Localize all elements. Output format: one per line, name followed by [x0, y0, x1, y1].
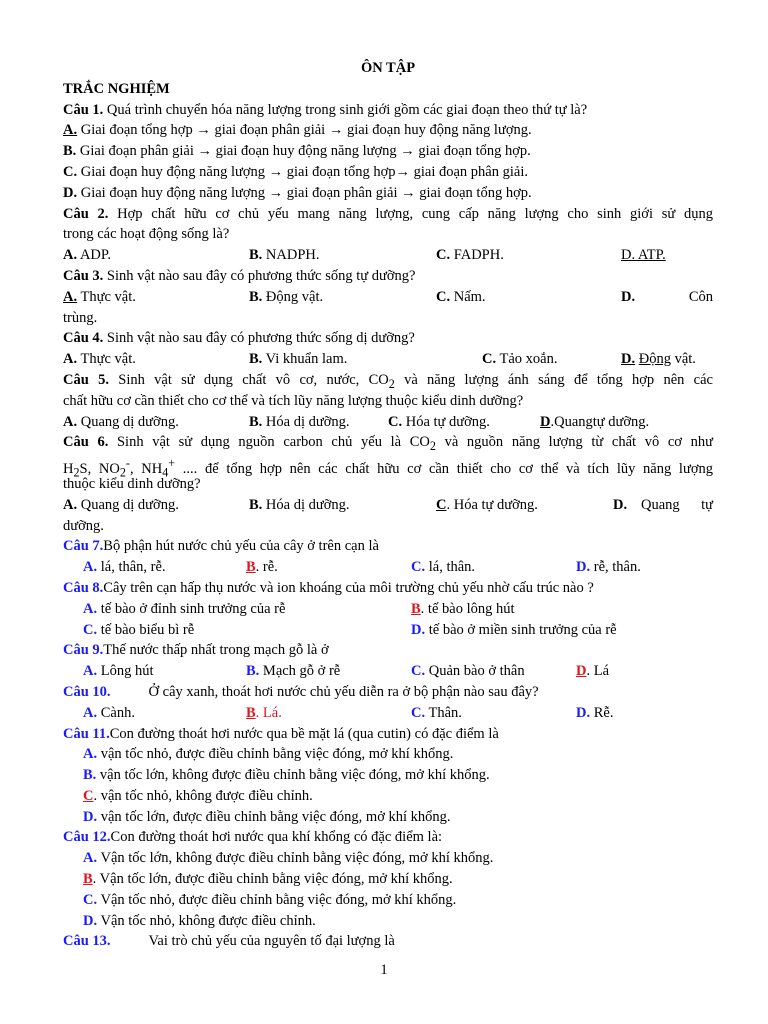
- option-key: B.: [249, 496, 263, 513]
- q11-option-b: [63, 765, 713, 786]
- question-6-cont2: thuộc kiểu dinh dưỡng?: [63, 475, 201, 492]
- option-text: Quản bào ở thân: [428, 663, 525, 680]
- option-key: D.: [63, 184, 78, 201]
- question-label: Câu 9.: [63, 642, 104, 659]
- option-d-answer: D. ATP.: [621, 247, 666, 264]
- q12-option-c: [63, 890, 713, 911]
- option-key: B.: [63, 143, 77, 160]
- q1-option-d: [63, 183, 713, 204]
- q4-options: [63, 349, 713, 370]
- option-key: C.: [388, 413, 403, 430]
- option-key: D.: [576, 559, 591, 576]
- question-6: [63, 432, 713, 453]
- question-7: [63, 536, 713, 557]
- option-key: A.: [83, 663, 98, 680]
- option-text: vận tốc lớn, được điều chỉnh bằng việc đóng, mở khí khổng.: [100, 808, 451, 825]
- q8-options-cd: [63, 620, 713, 641]
- question-text: Sinh vật sử dụng chất vô cơ, nước, CO: [118, 371, 389, 388]
- q2-options: [63, 245, 713, 266]
- option-key: D.: [621, 351, 636, 368]
- option-key: A.: [63, 496, 78, 513]
- option-key: A.: [83, 746, 98, 763]
- option-key: A.: [63, 351, 78, 368]
- option-text: . rễ.: [255, 559, 278, 576]
- question-label: Câu 1.: [63, 101, 104, 118]
- option-text: . Lá: [586, 663, 610, 680]
- option-text: Cành.: [100, 704, 135, 721]
- option-text: rễ, thân.: [593, 559, 641, 576]
- question-text: và nguồn năng lượng từ chất vô cơ như: [435, 434, 713, 451]
- option-text: vận tốc nhỏ, được điều chỉnh bằng việc đóng, mở khí khổng.: [100, 746, 454, 763]
- question-3: [63, 266, 713, 287]
- option-text: NADPH.: [265, 247, 320, 264]
- option-key: D.: [411, 621, 426, 638]
- q9-options: [63, 661, 713, 682]
- option-key: B: [246, 559, 256, 576]
- option-text: .Quangtự dưỡng.: [550, 413, 650, 430]
- question-text: Bộ phận hút nước chủ yếu của cây ở trên cạn là: [103, 538, 379, 555]
- option-text: Rễ.: [593, 704, 614, 721]
- option-key: C.: [63, 163, 78, 180]
- q6-options: [63, 495, 713, 516]
- question-label: Câu 7.: [63, 538, 104, 555]
- option-key: D: [540, 413, 551, 430]
- option-key: B.: [83, 767, 97, 784]
- question-label: Câu 6.: [63, 434, 109, 451]
- question-text: Sinh vật nào sau đây có phương thức sống tự dưỡng?: [106, 267, 416, 284]
- question-5-cont: chất hữu cơ cần thiết cho cơ thể và tích lũy năng lượng thuộc kiểu dinh dưỡng?: [63, 392, 524, 409]
- question-13: [63, 931, 713, 952]
- q1-option-b: [63, 141, 713, 162]
- option-text: Vận tốc nhỏ, được điều chỉnh bằng việc đóng, mở khí khổng.: [100, 891, 457, 908]
- question-text: Quá trình chuyển hóa năng lượng trong sinh giới gồm các giai đoạn theo thứ tự là?: [106, 101, 588, 118]
- question-label: Câu 12.: [63, 829, 111, 846]
- option-key: C.: [411, 663, 426, 680]
- option-key: C: [436, 496, 447, 513]
- question-5: [63, 370, 713, 391]
- option-key: B: [246, 704, 256, 721]
- option-key: C.: [83, 621, 98, 638]
- option-key: B.: [249, 413, 263, 430]
- q3-option-d-cont: trùng.: [63, 309, 98, 326]
- option-text: Quang dị dưỡng.: [80, 496, 179, 513]
- option-text: Vận tốc nhỏ, không được điều chỉnh.: [100, 912, 316, 929]
- option-key: A.: [83, 850, 98, 867]
- option-key: C.: [83, 891, 98, 908]
- option-text: tế bào ở đỉnh sinh trưởng của rễ: [100, 600, 286, 617]
- subscript: 2: [429, 439, 436, 454]
- question-text: và năng lượng ánh sáng để tổng hợp nên các: [394, 371, 713, 388]
- question-8: [63, 578, 713, 599]
- question-text: Con đường thoát hơi nước qua bề mặt lá (qua cutin) có đặc điểm là: [109, 725, 499, 742]
- subscript: 2: [388, 376, 395, 391]
- document-page: [63, 58, 713, 952]
- option-text: tế bào biểu bì rễ: [100, 621, 195, 638]
- question-text: Sinh vật sử dụng nguồn carbon chủ yếu là CO: [116, 434, 430, 451]
- question-label: Câu 11.: [63, 725, 110, 742]
- option-key: C.: [436, 247, 451, 264]
- option-text: Vi khuẩn lam.: [265, 351, 348, 368]
- question-label: Câu 10.: [63, 683, 111, 700]
- option-text: . Hóa tự dưỡng.: [446, 496, 538, 513]
- option-text: ADP.: [79, 247, 111, 264]
- option-key: B.: [249, 351, 263, 368]
- q11-option-d: [63, 807, 713, 828]
- question-label: Câu 2.: [63, 205, 109, 222]
- option-key: B.: [249, 247, 263, 264]
- option-text: . vận tốc nhỏ, không được điều chỉnh.: [93, 787, 313, 804]
- option-key: C: [83, 787, 94, 804]
- option-text: FADPH.: [453, 247, 504, 264]
- question-text: Sinh vật nào sau đây có phương thức sống dị dưỡng?: [106, 330, 415, 347]
- section-heading: TRẮC NGHIỆM: [63, 80, 170, 97]
- option-key: C.: [482, 351, 497, 368]
- question-text: Vai trò chủ yếu của nguyên tố đại lượng là: [148, 933, 395, 950]
- q12-option-a: [63, 848, 713, 869]
- option-text: Giai đoạn huy động năng lượng → giai đoạn tổng hợp→ giai đoạn phân giải.: [80, 163, 528, 180]
- option-key: D.: [621, 288, 636, 305]
- option-text: Nấm.: [453, 288, 486, 305]
- option-key: C.: [436, 288, 451, 305]
- question-text: Con đường thoát hơi nước qua khí khổng có đặc điểm là:: [110, 829, 443, 846]
- option-text: . tế bào lông hút: [420, 600, 515, 617]
- option-key: C.: [411, 559, 426, 576]
- question-6-cont: $H_2S$, $NO_2^-$, $NH_4^+$ .... để tổng hợp nên các chất hữu cơ cần thiết cho cơ thể và tích lũy năng lượng: [63, 456, 713, 480]
- option-text: . Vận tốc lớn, được điều chỉnh bằng việc đóng, mở khí khổng.: [92, 871, 453, 888]
- q5-options: [63, 412, 713, 433]
- question-text: Cây trên cạn hấp thụ nước và ion khoáng của môi trường chủ yếu nhờ cấu trúc nào ?: [103, 579, 594, 596]
- option-text: Hóa dị dưỡng.: [265, 413, 350, 430]
- option-key: A.: [83, 559, 98, 576]
- option-text: Lông hút: [100, 663, 154, 680]
- option-text: Quang dị dưỡng.: [80, 413, 179, 430]
- option-key: D.: [576, 704, 591, 721]
- option-text: Tảo xoắn.: [499, 351, 558, 368]
- q12-option-b: [63, 869, 713, 890]
- option-text: vật.: [674, 351, 696, 368]
- q12-option-d: [63, 911, 713, 932]
- question-11: [63, 724, 713, 745]
- option-key: B: [83, 871, 93, 888]
- option-text: Vận tốc lớn, không được điều chỉnh bằng việc đóng, mở khí khổng.: [100, 850, 494, 867]
- option-text: Thực vật.: [80, 351, 136, 368]
- question-1: [63, 100, 713, 121]
- option-key: D: [576, 663, 587, 680]
- q11-option-a: [63, 744, 713, 765]
- question-12: [63, 827, 713, 848]
- q8-options-ab: [63, 599, 713, 620]
- option-key: D.: [613, 496, 628, 513]
- option-text: Mạch gỗ ở rễ: [262, 663, 341, 680]
- option-key: B: [411, 600, 421, 617]
- q1-option-a: [63, 120, 713, 141]
- page-number: 1: [380, 962, 388, 978]
- option-text: Giai đoạn huy động năng lượng → giai đoạn phân giải → giai đoạn tổng hợp.: [80, 184, 532, 201]
- question-label: Câu 4.: [63, 330, 104, 347]
- option-text: tế bào ở miền sinh trưởng của rễ: [428, 621, 617, 638]
- option-text: Hóa dị dưỡng.: [265, 496, 350, 513]
- option-key: A.: [83, 600, 98, 617]
- option-text: Quang: [641, 496, 680, 513]
- q11-option-c: [63, 786, 713, 807]
- question-label: Câu 8.: [63, 579, 104, 596]
- q3-options: [63, 287, 713, 308]
- option-key: A.: [63, 288, 78, 305]
- option-text: lá, thân, rễ.: [100, 559, 166, 576]
- option-text: Côn: [688, 288, 713, 305]
- question-2-cont: trong các hoạt động sống là?: [63, 226, 230, 243]
- option-text: Thân.: [428, 704, 462, 721]
- option-text: . Lá.: [255, 704, 282, 721]
- option-key: B.: [246, 663, 260, 680]
- option-key: A.: [63, 247, 78, 264]
- option-text: Hóa tự dưỡng.: [405, 413, 490, 430]
- option-key: D.: [83, 808, 98, 825]
- question-text: Thế nước thấp nhất trong mạch gỗ là ở: [103, 642, 329, 659]
- option-text: Thực vật.: [80, 288, 136, 305]
- question-2: [63, 204, 713, 225]
- question-label: Câu 3.: [63, 267, 104, 284]
- question-text: Hợp chất hữu cơ chủ yếu mang năng lượng, cung cấp năng lượng cho sinh giới sử dụng: [117, 205, 713, 222]
- question-label: Câu 5.: [63, 371, 109, 388]
- option-text: Động: [638, 351, 671, 368]
- option-key: C.: [411, 704, 426, 721]
- option-key: A.: [63, 413, 78, 430]
- q6-option-d-cont: dưỡng.: [63, 517, 104, 534]
- question-4: [63, 328, 713, 349]
- option-key: B.: [249, 288, 263, 305]
- question-10: [63, 682, 713, 703]
- q10-options: [63, 703, 713, 724]
- question-label: Câu 13.: [63, 933, 111, 950]
- option-text: Động vật.: [265, 288, 324, 305]
- option-text: lá, thân.: [428, 559, 476, 576]
- page-title: ÔN TẬP: [360, 60, 416, 76]
- option-text: Giai đoạn tổng hợp → giai đoạn phân giải → giai đoạn huy động năng lượng.: [80, 122, 532, 139]
- question-9: [63, 640, 713, 661]
- question-text: Ở cây xanh, thoát hơi nước chủ yếu diễn ra ở bộ phận nào sau đây?: [148, 683, 539, 700]
- option-text: Giai đoạn phân giải → giai đoạn huy động năng lượng → giai đoạn tổng hợp.: [79, 143, 531, 160]
- q1-option-c: [63, 162, 713, 183]
- option-key: A.: [63, 122, 78, 139]
- option-text: tự: [701, 496, 713, 513]
- option-text: vận tốc lớn, không được điều chỉnh bằng việc đóng, mở khí khổng.: [99, 767, 490, 784]
- option-key: D.: [83, 912, 98, 929]
- option-key: A.: [83, 704, 98, 721]
- q7-options: [63, 557, 713, 578]
